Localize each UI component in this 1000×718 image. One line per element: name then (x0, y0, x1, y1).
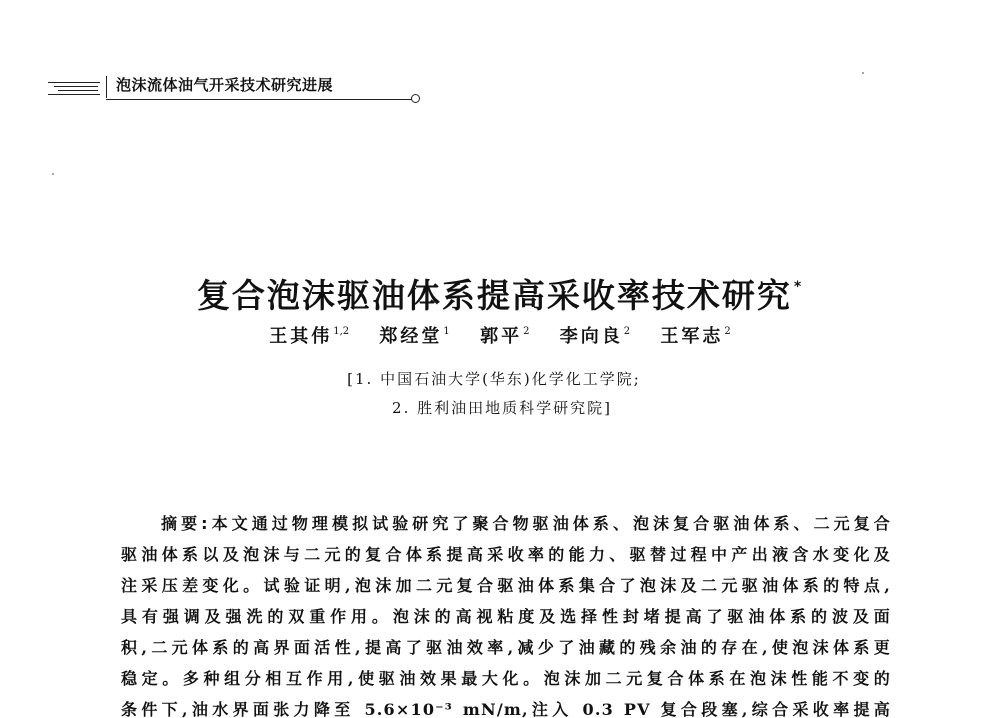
author-affiliation-mark: 2 (724, 326, 731, 337)
abstract-line: 驱油体系以及泡沫与二元的复合体系提高采收率的能力、驱替过程中产出液含水变化及 (121, 545, 891, 564)
scan-speck (52, 173, 54, 175)
abstract-line: 稳定。多种组分相互作用,使驱油效果最大化。泡沫加二元复合体系在泡沫性能不变的 (121, 669, 891, 688)
author-affiliation-mark: 2 (623, 326, 631, 337)
author: 李向良$^2$ (559, 326, 631, 347)
author-affiliation-mark: 1,2 (333, 326, 350, 337)
author: 王其伟$^{1,2}$ (269, 326, 350, 347)
scan-speck (862, 72, 864, 74)
abstract-line: 积,二元体系的高界面活性,提高了驱油效率,减少了油藏的残余油的存在,使泡沫体系更 (121, 638, 891, 657)
author: 郑经堂$^1$ (379, 326, 450, 347)
affiliation-line: [1. 中国石油大学(华东)化学化工学院; (347, 370, 641, 388)
author: 郭平$^2$ (480, 326, 530, 347)
affiliation-line: 2. 胜利油田地质科学研究院] (392, 399, 612, 417)
header-divider (106, 76, 107, 98)
abstract-label: 摘要: (161, 514, 209, 533)
paper-title-text: 复合泡沫驱油体系提高采收率技术研究 (196, 276, 792, 315)
header-rule (106, 99, 412, 100)
abstract-line: 具有强调及强洗的双重作用。泡沫的高视粘度及选择性封堵提高了驱油体系的波及面 (121, 607, 891, 626)
author: 王军志$^2$ (660, 326, 731, 347)
author-affiliation-mark: 2 (523, 326, 530, 337)
abstract-line: 条件下,油水界面张力降至 5.6×10⁻³ mN/m,注入 0.3 PV 复合段塞,综合采收率提高 (121, 700, 891, 718)
abstract-line: 摘要:本文通过物理模拟试验研究了聚合物驱油体系、泡沫复合驱油体系、二元复合 (161, 514, 891, 533)
paper-title (0, 270, 1000, 317)
abstract-line: 注采压差变化。试验证明,泡沫加二元复合驱油体系集合了泡沫及二元驱油体系的特点, (121, 576, 891, 595)
header-decorative-lines (48, 82, 106, 98)
header-circle-ornament (411, 94, 420, 103)
author-list (0, 322, 1000, 348)
abstract (121, 508, 891, 718)
title-footnote-mark: * (793, 279, 804, 295)
author-affiliation-mark: 1 (443, 326, 450, 337)
running-header-title: 泡沫流体油气开采技术研究进展 (116, 76, 334, 94)
